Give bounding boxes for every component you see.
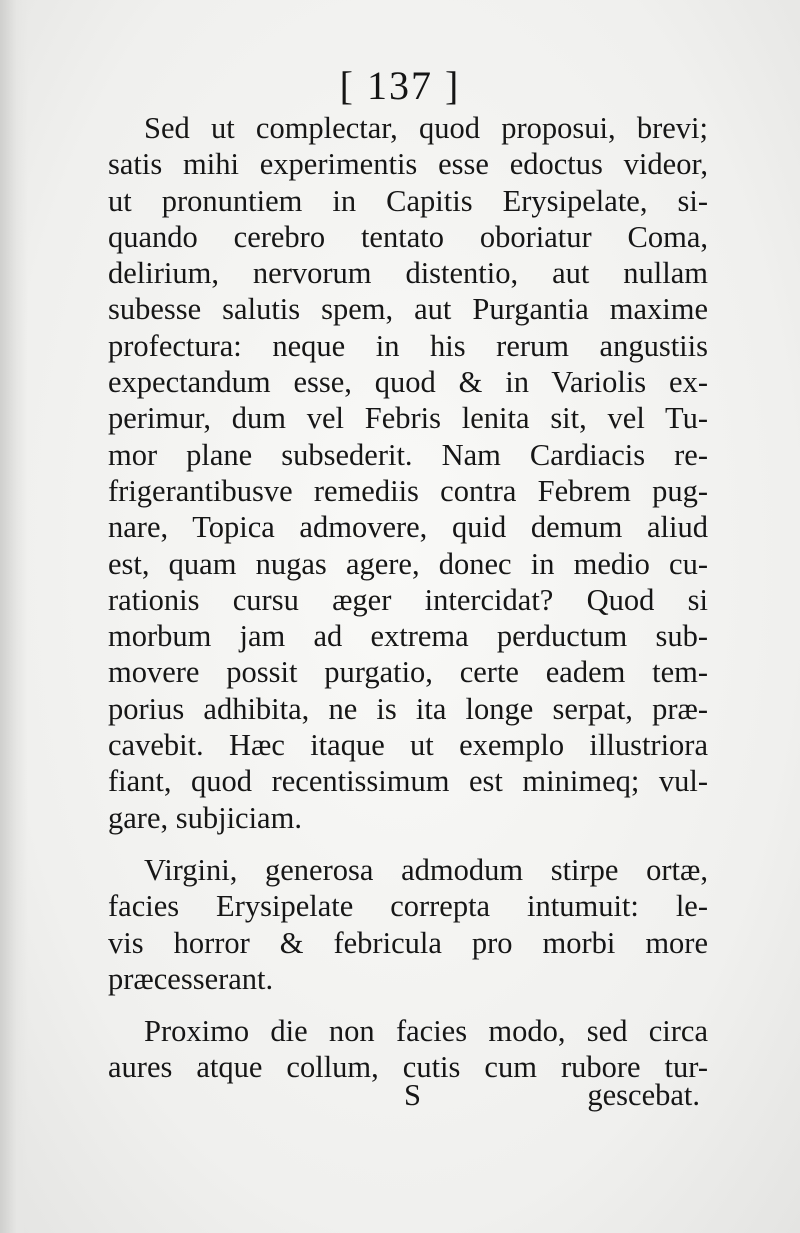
catchword: gescebat. bbox=[587, 1078, 700, 1112]
text-line: cavebit. Hæc itaque ut exemplo illustriora bbox=[108, 728, 708, 763]
page-number: [ 137 ] bbox=[339, 63, 461, 108]
text-line: vis horror & febricula pro morbi more bbox=[108, 925, 708, 960]
text-line: ut pronuntiem in Capitis Erysipelate, si- bbox=[108, 183, 708, 218]
text-line: satis mihi experimentis esse edoctus videor, bbox=[108, 147, 708, 182]
text-line: aures atque collum, cutis cum rubore tur- bbox=[108, 1050, 708, 1085]
text-line: Virgini, generosa admodum stirpe ortæ, bbox=[144, 852, 708, 887]
binding-shadow bbox=[0, 0, 28, 1233]
text-line: porius adhibita, ne is ita longe serpat, præ- bbox=[108, 691, 708, 726]
text-line: expectandum esse, quod & in Variolis ex- bbox=[108, 365, 708, 400]
text-line: gare, subjiciam. bbox=[108, 800, 302, 835]
text-line: fiant, quod recentissimum est minimeq; vul- bbox=[108, 764, 708, 799]
signature-mark: S bbox=[404, 1078, 421, 1112]
footer-line bbox=[108, 1078, 708, 1118]
text-line: rationis cursu æger intercidat? Quod si bbox=[108, 582, 708, 617]
text-line: Sed ut complectar, quod proposui, brevi; bbox=[144, 111, 708, 145]
text-line: præcesserant. bbox=[108, 961, 274, 996]
text-line: subesse salutis spem, aut Purgantia maxime bbox=[108, 292, 708, 327]
text-line: facies Erysipelate correpta intumuit: le- bbox=[108, 889, 708, 924]
text-line: frigerantibusve remediis contra Febrem pug- bbox=[108, 473, 708, 508]
text-line: profectura: neque in his rerum angustiis bbox=[108, 328, 708, 363]
body-text bbox=[108, 110, 708, 1086]
text-line: Proximo die non facies modo, sed circa bbox=[144, 1014, 708, 1049]
text-line: quando cerebro tentato oboriatur Coma, bbox=[108, 219, 708, 254]
text-line: mor plane subsederit. Nam Cardiacis re- bbox=[108, 437, 708, 472]
text-line: morbum jam ad extrema perductum sub- bbox=[108, 619, 708, 654]
text-line: movere possit purgatio, certe eadem tem- bbox=[108, 655, 708, 690]
text-line: perimur, dum vel Febris lenita sit, vel Tu- bbox=[108, 401, 708, 436]
text-line: est, quam nugas agere, donec in medio cu- bbox=[108, 546, 708, 581]
text-line: nare, Topica admovere, quid demum aliud bbox=[108, 510, 708, 545]
text-line: delirium, nervorum distentio, aut nullam bbox=[108, 256, 708, 291]
